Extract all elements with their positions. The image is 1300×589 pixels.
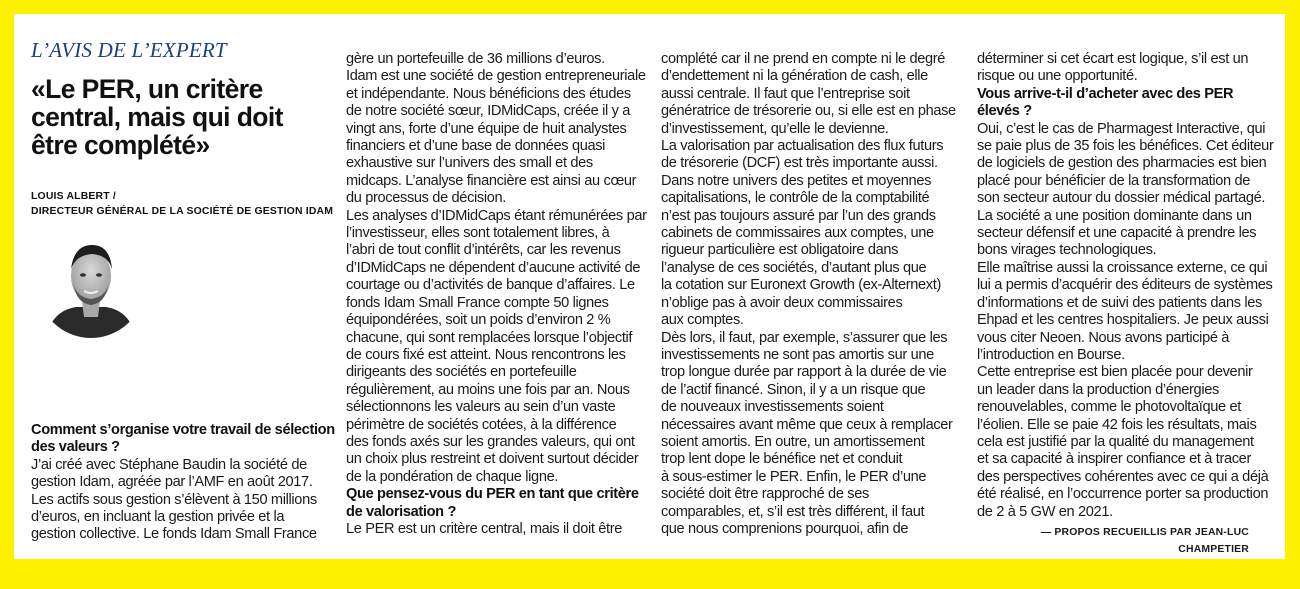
body-line: vous citer Neoen. Nous avons participé à	[977, 329, 1230, 346]
body-line: équipondérées, soit un poids d’environ 2 %	[346, 312, 611, 329]
question-line: Que pensez-vous du PER en tant que critère	[346, 486, 639, 503]
column-2	[346, 51, 647, 538]
body-line: l’abri de tout conflit d’intérêts, car les revenus	[346, 242, 621, 259]
body-line: gestion Idam, agréée par l’AMF en août 2017.	[31, 474, 313, 491]
body-line: de notre société sœur, IDMidCaps, créée il y a	[346, 103, 631, 120]
body-line: à sous-estimer le PER. Enfin, le PER d’une	[661, 468, 927, 485]
body-line: n’est pas toujours assuré par l’un des grands	[661, 207, 936, 224]
body-line: que nous comprenions pourquoi, afin de	[661, 520, 909, 537]
body-line: d’endettement ni la génération de cash, elle	[661, 68, 928, 85]
body-line: périmètre de sociétés cotées, à la différence	[346, 416, 617, 433]
body-line: génératrice de trésorerie ou, si elle est en phase	[661, 103, 956, 120]
body-line: risque ou une opportunité.	[977, 68, 1138, 85]
body-line: lui a permis d’acquérir des éditeurs de systèmes	[977, 277, 1273, 294]
body-line: complété car il ne prend en compte ni le degré	[661, 51, 946, 67]
body-line: cela est justifié par la qualité du management	[977, 433, 1254, 450]
body-line: Le PER est un critère central, mais il doit être	[346, 520, 623, 537]
body-line: bons virages technologiques.	[977, 242, 1157, 259]
question-line: élevés ?	[977, 103, 1032, 120]
body-line: vingt ans, forte d’une équipe de huit analystes	[346, 120, 627, 137]
body-line: de la pondération de chaque ligne.	[346, 468, 559, 485]
question-line: de valorisation ?	[346, 503, 457, 520]
body-line: chacune, qui sont remplacées lorsque l’objectif	[346, 329, 633, 346]
body-line: société doit être rapproché de ses	[661, 486, 869, 503]
headline-line: central, mais qui doit	[31, 102, 283, 132]
portrait-photo-icon	[36, 229, 146, 339]
body-line: d’IDMidCaps ne dépendent d’aucune activité de	[346, 259, 641, 276]
body-line: de logiciels de gestion des pharmacies est bien	[977, 155, 1267, 172]
body-line: Cette entreprise est bien placée pour devenir	[977, 364, 1253, 381]
body-line: de nouveaux investissements soient	[661, 399, 884, 416]
body-line: la cotation sur Euronext Growth (ex-Alternext)	[661, 277, 941, 294]
body-line: du processus de décision.	[346, 190, 506, 207]
body-line: Les analyses d’IDMidCaps étant rémunérées par	[346, 207, 647, 224]
body-line: sélectionnons les valeurs au sein d’un vaste	[346, 399, 616, 416]
body-line: des perspectives cohérentes avec ce qui a déjà	[977, 468, 1269, 485]
question-line: Comment s’organise votre travail de sélection	[31, 422, 335, 438]
body-line: un choix plus restreint et doivent surtout décider	[346, 451, 639, 468]
body-line: La valorisation par actualisation des flux futurs	[661, 138, 944, 155]
body-line: un leader dans la production d’énergies	[977, 381, 1219, 398]
headline-line: être complété»	[31, 130, 210, 160]
body-line: exhaustive sur l’univers des small et des	[346, 155, 593, 172]
body-line: secteur défensif et une capacité à prendre les	[977, 225, 1257, 242]
body-line: Dans notre univers des petites et moyennes	[661, 172, 932, 189]
body-line: investissements ne sont pas amortis sur une	[661, 346, 934, 363]
article-page	[14, 14, 1285, 559]
body-line: cabinets de commissaires aux comptes, une	[661, 225, 934, 242]
body-line: fonds Idam Small France compte 50 lignes	[346, 294, 609, 311]
body-line: de l’actif financé. Sinon, il y a un risque que	[661, 381, 926, 398]
body-line: trop longue durée par rapport à la durée de vie	[661, 364, 947, 381]
body-line: J’ai créé avec Stéphane Baudin la société de	[31, 456, 307, 473]
byline	[31, 189, 334, 219]
body-line: courtage ou d’activités de banque d’affaires. Le	[346, 277, 635, 294]
body-line: de trésorerie (DCF) est très importante aussi.	[661, 155, 938, 172]
body-line: capitalisations, le contrôle de la comptabilité	[661, 190, 930, 207]
question-line: Vous arrive-t-il d’acheter avec des PER	[977, 85, 1234, 102]
body-line: déterminer si cet écart est logique, s’il est un	[977, 51, 1249, 67]
body-line: Idam est une société de gestion entrepreneuriale	[346, 68, 646, 85]
interview-credit: — PROPOS RECUEILLIS PAR JEAN-LUC CHAMPETIER	[1040, 526, 1249, 556]
body-line: se paie plus de 35 fois les bénéfices. Cet éditeur	[977, 138, 1274, 155]
author-name: LOUIS ALBERT /	[31, 191, 116, 202]
body-line: midcaps. L’analyse financière est ainsi au cœur	[346, 172, 637, 189]
body-line: l’introduction en Bourse.	[977, 346, 1125, 363]
body-line: rigueur particulière est obligatoire dans	[661, 242, 899, 259]
column-1	[31, 422, 335, 544]
body-line: de cours fixé est atteint. Nous rencontrons les	[346, 346, 626, 363]
section-kicker: L’AVIS DE L’EXPERT	[31, 38, 227, 62]
body-line: l’éolien. Elle se paie 42 fois les résultats, mais	[977, 416, 1257, 433]
body-line: l’investisseur, elles sont totalement libres, à	[346, 225, 610, 242]
body-line: dirigeants des sociétés en portefeuille	[346, 364, 577, 381]
body-line: placé pour bénéficier de la transformation de	[977, 172, 1251, 189]
body-line: soient amortis. En outre, un amortissement	[661, 433, 925, 450]
column-4	[977, 51, 1274, 559]
body-line: régulièrement, au moins une fois par an. Nous	[346, 381, 630, 398]
body-line: renouvelables, comme le photovoltaïque et	[977, 399, 1241, 416]
body-line: aux comptes.	[661, 312, 744, 329]
body-line: son secteur autour du dossier médical partagé.	[977, 190, 1266, 207]
headline	[31, 75, 331, 159]
body-line: Les actifs sous gestion s’élèvent à 150 millions	[31, 491, 317, 508]
body-line: d’informations et de suivi des patients dans les	[977, 294, 1262, 311]
body-line: des fonds axés sur les grandes valeurs, qui ont	[346, 433, 635, 450]
body-line: Elle maîtrise aussi la croissance externe, ce qui	[977, 259, 1268, 276]
column-3	[661, 51, 956, 538]
body-line: gère un portefeuille de 36 millions d’euros.	[346, 51, 605, 67]
body-line: et sa capacité à inspirer confiance et à tracer	[977, 451, 1251, 468]
body-line: Dès lors, il faut, par exemple, s’assurer que les	[661, 329, 948, 346]
body-line: l’analyse de ces sociétés, d’autant plus que	[661, 259, 927, 276]
body-line: aussi centrale. Il faut que l’entreprise soit	[661, 85, 910, 102]
body-line: comparables, et, s’il est très différent, il faut	[661, 503, 925, 520]
body-line: trop lent dope le bénéfice net et conduit	[661, 451, 903, 468]
body-line: été réalisé, en l’occurrence porter sa production	[977, 486, 1269, 503]
body-line: nécessaires avant même que ceux à remplacer	[661, 416, 953, 433]
body-line: financiers et d’une base de données quasi	[346, 138, 606, 155]
body-line: d’investissement, qu’elle le devienne.	[661, 120, 889, 137]
body-line: n’oblige pas à avoir deux commissaires	[661, 294, 903, 311]
body-line: d’euros, en incluant la gestion privée et la	[31, 509, 285, 526]
body-line: La société a une position dominante dans un	[977, 207, 1252, 224]
question-line: des valeurs ?	[31, 439, 120, 456]
body-line: Oui, c’est le cas de Pharmagest Interactive, qui	[977, 120, 1266, 137]
author-title: DIRECTEUR GÉNÉRAL DE LA SOCIÉTÉ DE GESTION IDAM	[31, 206, 334, 217]
body-line: de 2 à 5 GW en 2021.	[977, 503, 1113, 520]
headline-line: «Le PER, un critère	[31, 74, 263, 104]
body-line: Ehpad et les centres hospitaliers. Je peux aussi	[977, 312, 1269, 329]
body-line: et indépendante. Nous bénéficions des études	[346, 85, 631, 102]
body-line: gestion collective. Le fonds Idam Small France	[31, 526, 317, 543]
